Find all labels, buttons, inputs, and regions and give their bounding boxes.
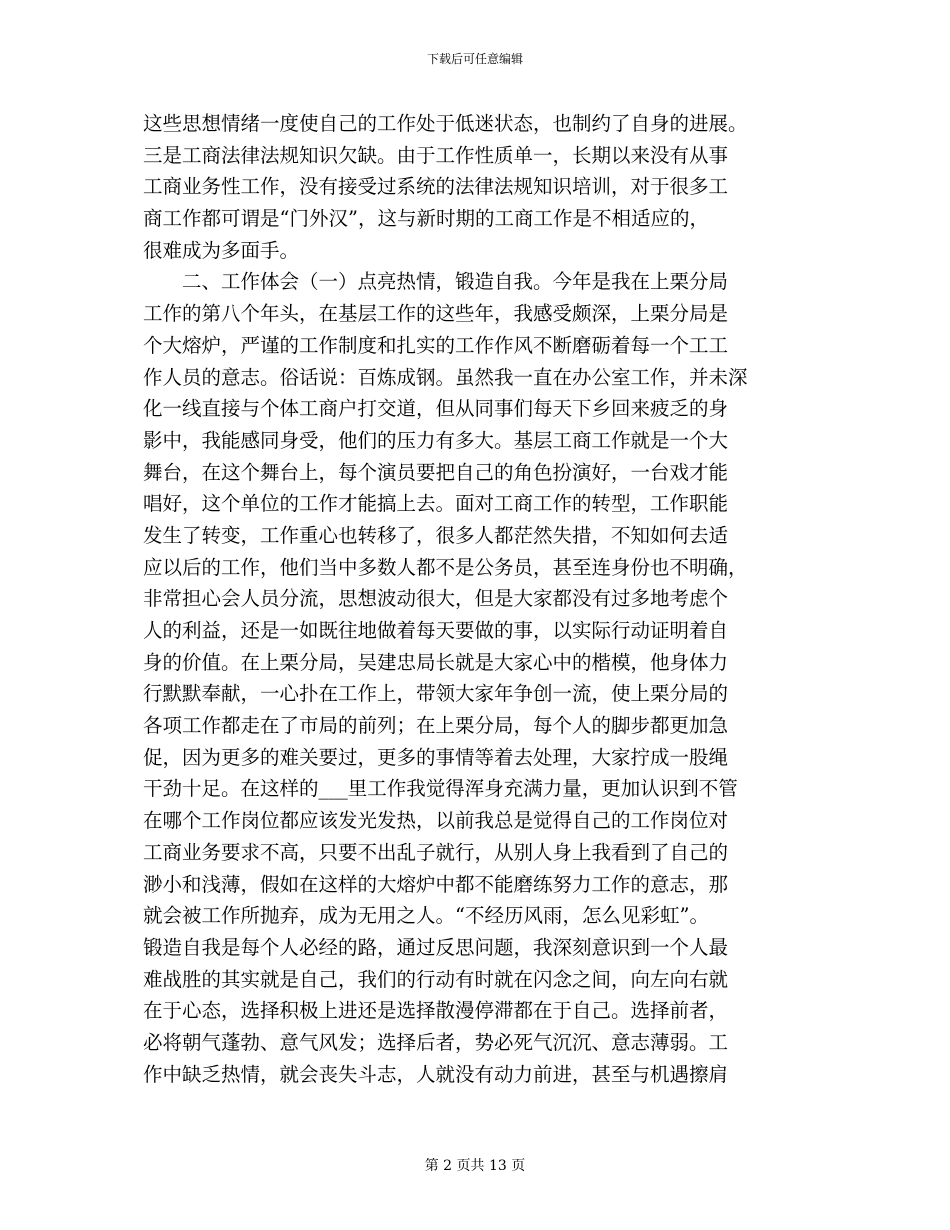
text-line: 人的利益，还是一如既往地做着每天要做的事，以实际行动证明着自 [143,619,729,642]
text-line: 渺小和浅薄，假如在这样的大熔炉中都不能磨练努力工作的意志，那 [143,872,729,896]
text-line: 就会被工作所抛弃，成为无用之人。“不经历风雨，怎么见彩虹”。 [143,904,709,928]
text-line: 商工作都可谓是“门外汉”，这与新时期的工商工作是不相适应的， [143,207,709,231]
page-header: 下载后可任意编辑 [426,52,523,66]
text-line: 作人员的意志。俗话说：百炼成钢。虽然我一直在办公室工作，并未深 [143,365,748,389]
text-line: 在哪个工作岗位都应该发光发热，以前我总是觉得自己的工作岗位对 [143,809,729,833]
text-line: 三是工商法律法规知识欠缺。由于工作性质单一，长期以来没有从事 [143,143,729,167]
text-line: 工商业务要求不高，只要不出乱子就行，从别人身上我看到了自己的 [143,840,729,864]
text-line: 这些思想情绪一度使自己的工作处于低迷状态，也制约了自身的进展。 [143,112,748,135]
text-line: 各项工作都走在了市局的前列；在上栗分局，每个人的脚步都更加急 [143,714,729,738]
text-line: 行默默奉献，一心扑在工作上，带领大家年争创一流，使上栗分局的 [143,682,729,706]
text-line: 化一线直接与个体工商户打交道，但从同事们每天下乡回来疲乏的身 [143,397,729,421]
text-line: 很难成为多面手。 [143,238,300,262]
text-line: 应以后的工作，他们当中多数人都不是公务员，甚至连身份也不明确， [143,555,748,579]
text-line: 难战胜的其实就是自己，我们的行动有时就在闪念之间，向左向右就 [143,967,729,991]
text-line: 个大熔炉，严谨的工作制度和扎实的工作作风不断磨砺着每一个工工 [143,333,729,357]
text-line: 必将朝气蓬勃、意气风发；选择后者，势必死气沉沉、意志薄弱。工 [143,1030,729,1054]
text-line: 发生了转变，工作重心也转移了，很多人都茫然失措，不知如何去适 [143,523,729,547]
document-body [143,108,811,1090]
text-line: 工作的第八个年头，在基层工作的这些年，我感受颇深，上栗分局是 [143,302,729,326]
paragraph-start-line: 二、工作体会（一）点亮热情，锻造自我。今年是我在上栗分局 [182,270,729,294]
text-line: 身的价值。在上栗分局，吴建忠局长就是大家心中的楷模，他身体力 [143,650,729,674]
text-line: 锻造自我是每个人必经的路，通过反思问题，我深刻意识到一个人最 [143,935,729,959]
text-line: 唱好，这个单位的工作才能搞上去。面对工商工作的转型，工作职能 [143,492,729,516]
text-line: 干劲十足。在这样的___里工作我觉得浑身充满力量，更加认识到不管 [143,777,738,801]
text-line: 影中，我能感同身受，他们的压力有多大。基层工商工作就是一个大 [143,428,729,452]
text-line: 在于心态，选择积极上进还是选择散漫停滞都在于自己。选择前者， [143,999,729,1023]
text-line: 舞台，在这个舞台上，每个演员要把自己的角色扮演好，一台戏才能 [143,460,729,484]
text-line: 促，因为更多的难关要过，更多的事情等着去处理，大家拧成一股绳 [143,745,729,769]
text-line: 工商业务性工作，没有接受过系统的法律法规知识培训，对于很多工 [143,175,729,199]
page-number-footer: 第 2 页共 13 页 [424,1158,526,1174]
text-line: 作中缺乏热情，就会丧失斗志，人就没有动力前进，甚至与机遇擦肩 [143,1062,729,1086]
text-line: 非常担心会人员分流，思想波动很大，但是大家都没有过多地考虑个 [143,587,729,611]
